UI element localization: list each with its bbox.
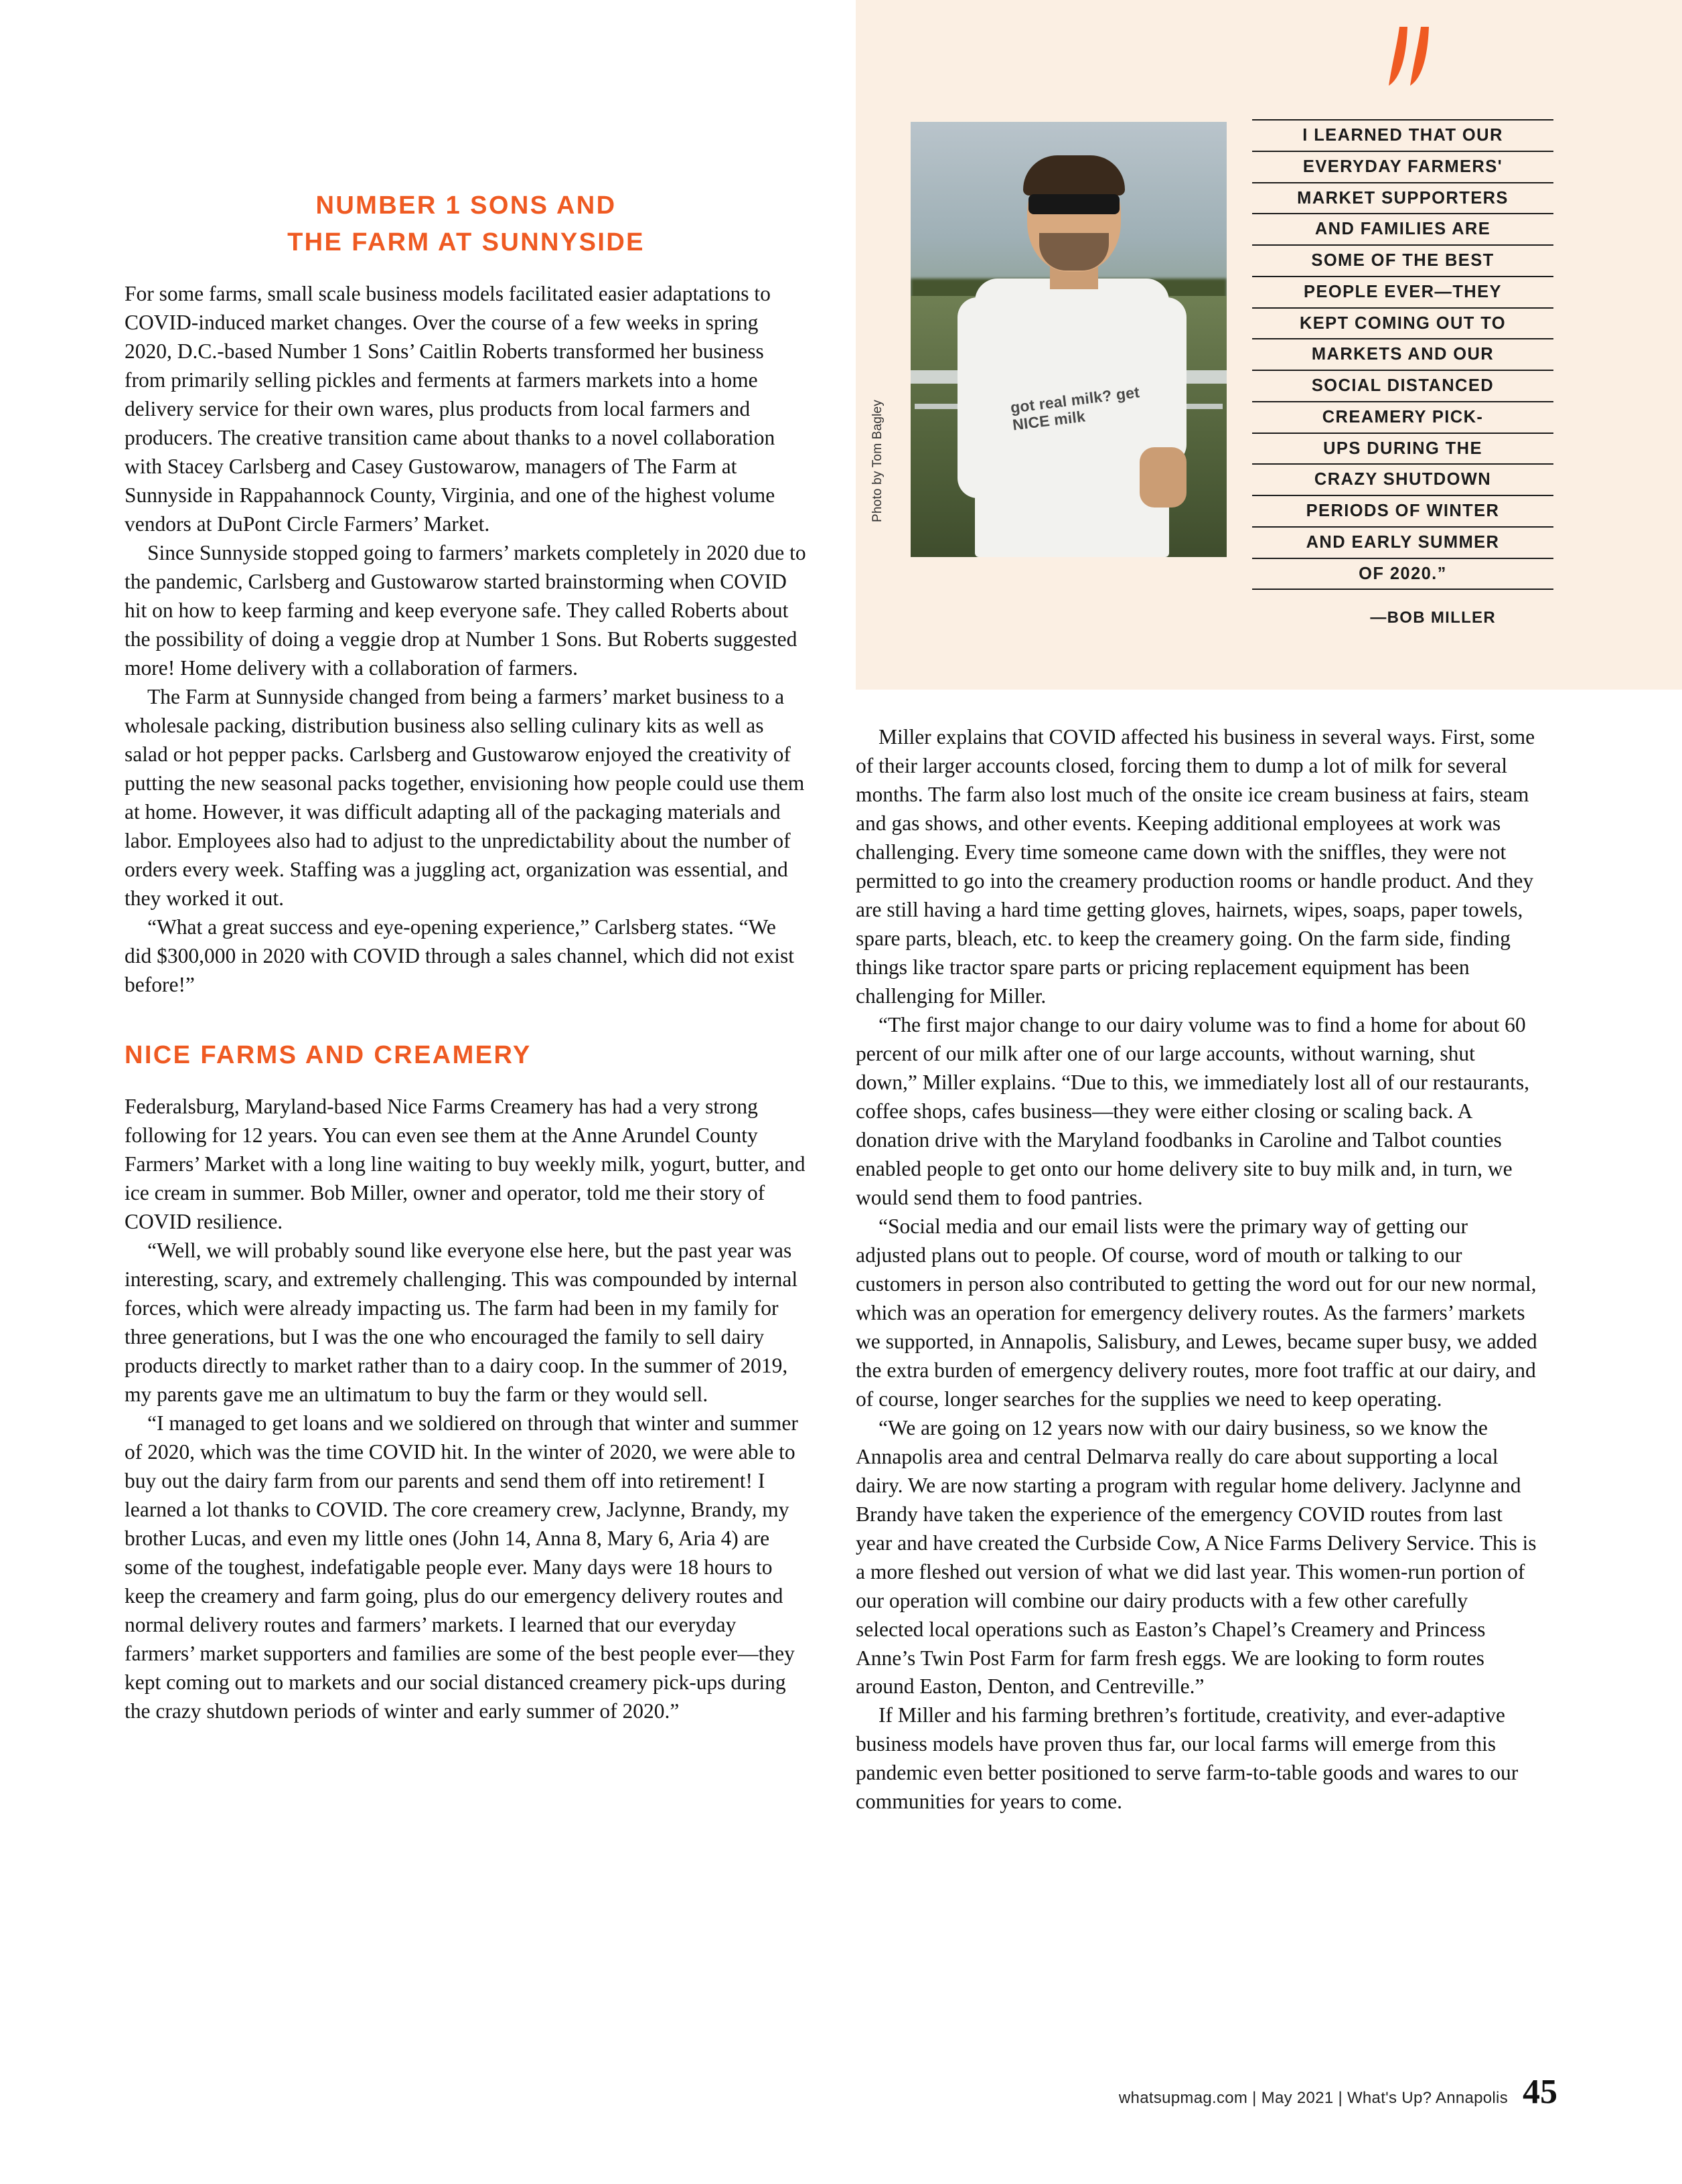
body-paragraph: “We are going on 12 years now with our dairy business, so we know the Annapolis area and central Delmarva really do care about supporting a local dairy. We are now starting a program with regular home delivery. Jaclynne and Brandy have taken the experience of the emergency COVID routes from last year and have created the Curbside Cow, A Nice Farms Delivery Service. This is a more fleshed out version of what we did last year. This women-run portion of our operation will combine our dairy products with a few other carefully selected local operations such as Easton’s Chapel’s Creamery and Princess Anne’s Twin Post Farm for farm fresh eggs. We are looking to form routes around Easton, Denton, and Centreville.” bbox=[856, 1415, 1537, 1699]
pull-quote-attribution: —BOB MILLER bbox=[1370, 609, 1496, 627]
body-paragraph: “What a great success and eye-opening experience,” Carlsberg states. “We did $300,000 in 2020 with COVID through a sales channel, which did not exist before!” bbox=[125, 915, 795, 996]
right-column bbox=[856, 723, 1540, 1816]
pull-quote bbox=[1252, 119, 1553, 627]
article-photo bbox=[911, 122, 1227, 557]
section-heading-line-1: NUMBER 1 SONS AND bbox=[315, 191, 617, 220]
subject-left-arm bbox=[958, 297, 1002, 498]
section-heading-nice-farms: NICE FARMS AND CREAMERY bbox=[125, 1040, 532, 1069]
sunglasses-icon bbox=[1028, 194, 1120, 214]
page-number: 45 bbox=[1523, 2073, 1557, 2111]
flame-icon bbox=[1379, 21, 1453, 95]
body-paragraph: Federalsburg, Maryland-based Nice Farms Creamery has had a very strong following for 12 years. You can even see them at the Anne Arundel County Farmers’ Market with a long line waiting to buy weekly milk, yogurt, butter, and ice cream in summer. Bob Miller, owner and operator, told me their story of COVID resilience. bbox=[125, 1094, 806, 1233]
body-paragraph: The Farm at Sunnyside changed from being a farmers’ market business to a wholesale packing, distribution business also selling culinary kits as well as salad or hot pepper packs. Carlsberg and Gustowarow enjoyed the creativity of putting the new seasonal packs together, envisioning how people could use them at home. However, it was difficult adapting all of the packaging materials and labor. Employees also had to adjust to the unpredictability about the number of orders every week. Staffing was a juggling act, organization was essential, and they worked it out. bbox=[125, 684, 805, 910]
subject-hand bbox=[1140, 447, 1187, 508]
subject-hair bbox=[1023, 155, 1125, 196]
pull-quote-line: KEPT COMING OUT TO bbox=[1252, 309, 1553, 340]
subject-right-arm bbox=[1142, 297, 1187, 465]
pull-quote-line: AND EARLY SUMMER bbox=[1252, 528, 1553, 559]
photo-credit: Photo by Tom Bagley bbox=[870, 399, 885, 522]
pull-quote-line: SOME OF THE BEST bbox=[1252, 246, 1553, 277]
pull-quote-line: CREAMERY PICK- bbox=[1252, 402, 1553, 434]
pull-quote-line: EVERYDAY FARMERS' bbox=[1252, 152, 1553, 183]
pull-quote-line: PEOPLE EVER—THEY bbox=[1252, 277, 1553, 309]
pull-quote-line: OF 2020.” bbox=[1252, 559, 1553, 591]
body-paragraph: “Social media and our email lists were the primary way of getting our adjusted plans out to people. Of course, word of mouth or talking to our customers in person also contributed to getting the word out for our new normal, which was an operation for emergency delivery routes. As the farmers’ markets we supported, in Annapolis, Salisbury, and Lewes, became super busy, we added the extra burden of emergency delivery routes, more foot traffic at our dairy, and of course, longer searches for the supplies we need to keep operating. bbox=[856, 1214, 1537, 1411]
pull-quote-line: PERIODS OF WINTER bbox=[1252, 496, 1553, 528]
pull-quote-line: I LEARNED THAT OUR bbox=[1252, 119, 1553, 152]
body-paragraph: For some farms, small scale business models facilitated easier adaptations to COVID-induced market changes. Over the course of a few weeks in spring 2020, D.C.-based Number 1 Sons’ Caitlin Roberts transformed her business from primarily selling pickles and ferments at farmers markets into a home delivery service for their own wares, plus products from local farmers and producers. The creative transition came about thanks to a novel collaboration with Stacey Carlsberg and Casey Gustowarow, managers of The Farm at Sunnyside in Rappahannock County, Virginia, and one of the highest volume vendors at DuPont Circle Farmers’ Market. bbox=[125, 282, 775, 536]
pull-quote-line: AND FAMILIES ARE bbox=[1252, 214, 1553, 246]
pull-quote-line: MARKET SUPPORTERS bbox=[1252, 183, 1553, 215]
body-paragraph: Miller explains that COVID affected his business in several ways. First, some of their larger accounts closed, forcing them to dump a lot of milk for several months. The farm also lost much of the onsite ice cream business at fairs, steam and gas shows, and other events. Keeping additional employees at work was challenging. Every time someone came down with the sniffles, they were not permitted to go into the creamery production rooms or handle product. And they are still having a hard time getting gloves, hairnets, wipes, soaps, paper towels, spare parts, bleach, etc. to keep the creamery going. On the farm side, finding things like tractor spare parts or pricing replacement equipment has been challenging for Miller. bbox=[856, 725, 1535, 1008]
pull-quote-line: UPS DURING THE bbox=[1252, 434, 1553, 465]
body-paragraph: Since Sunnyside stopped going to farmers’ markets completely in 2020 due to the pandemic, Carlsberg and Gustowarow started brainstorming when COVID hit on how to keep farming and keep everyone safe. They called Roberts about the possibility of doing a veggie drop at Number 1 Sons. But Roberts suggested more! Home delivery with a collaboration of farmers. bbox=[125, 541, 806, 680]
body-paragraph: “Well, we will probably sound like everyone else here, but the past year was interesting, scary, and extremely challenging. This was compounded by internal forces, which were already impacting us. The farm had been in my family for three generations, but I was the one who encouraged the family to sell dairy products directly to market rather than to a dairy coop. In the summer of 2019, my parents gave me an ultimatum to buy the farm or they would sell. bbox=[125, 1238, 798, 1406]
subject-beard bbox=[1039, 233, 1109, 270]
shirt-slogan: got real milk? get NICE milk bbox=[1009, 383, 1141, 434]
footer-meta: whatsupmag.com | May 2021 | What's Up? Annapolis bbox=[1118, 2089, 1508, 2107]
section-heading-line-2: THE FARM AT SUNNYSIDE bbox=[287, 228, 645, 257]
body-paragraph: If Miller and his farming brethren’s fortitude, creativity, and ever-adaptive business models have proven thus far, our local farms will emerge from this pandemic even better positioned to serve farm-to-table goods and wares to our communities for years to come. bbox=[856, 1703, 1519, 1814]
pull-quote-line: CRAZY SHUTDOWN bbox=[1252, 465, 1553, 496]
pull-quote-line: MARKETS AND OUR bbox=[1252, 339, 1553, 371]
body-paragraph: “I managed to get loans and we soldiered on through that winter and summer of 2020, which was the time COVID hit. In the winter of 2020, we were able to buy out the dairy farm from our parents and send them off into retirement! I learned a lot thanks to COVID. The core creamery crew, Jaclynne, Brandy, my brother Lucas, and even my little ones (John 14, Anna 8, Mary 6, Aria 4) are some of the toughest, indefatigable people ever. Many days were 18 hours to keep the creamery and farm going, plus do our emergency delivery routes and normal delivery routes and farmers’ markets. I learned that our everyday farmers’ market supporters and families are some of the best people ever—they kept coming out to markets and our social distanced creamery pick-ups during the crazy shutdown periods of winter and early summer of 2020.” bbox=[125, 1411, 798, 1723]
left-column bbox=[125, 187, 808, 1726]
page-footer bbox=[1119, 2072, 1557, 2112]
pull-quote-line: SOCIAL DISTANCED bbox=[1252, 371, 1553, 402]
body-paragraph: “The first major change to our dairy volume was to find a home for about 60 percent of our milk after one of our large accounts, without warning, shut down,” Miller explains. “Due to this, we immediately lost all of our restaurants, coffee shops, cafes business—they were either closing or scaling back. A donation drive with the Maryland foodbanks in Caroline and Talbot counties enabled people to get onto our home delivery site to buy milk and, in turn, we would send them to food pantries. bbox=[856, 1012, 1530, 1209]
photo-subject bbox=[975, 159, 1169, 557]
section-heading-number-1-sons bbox=[125, 187, 808, 261]
